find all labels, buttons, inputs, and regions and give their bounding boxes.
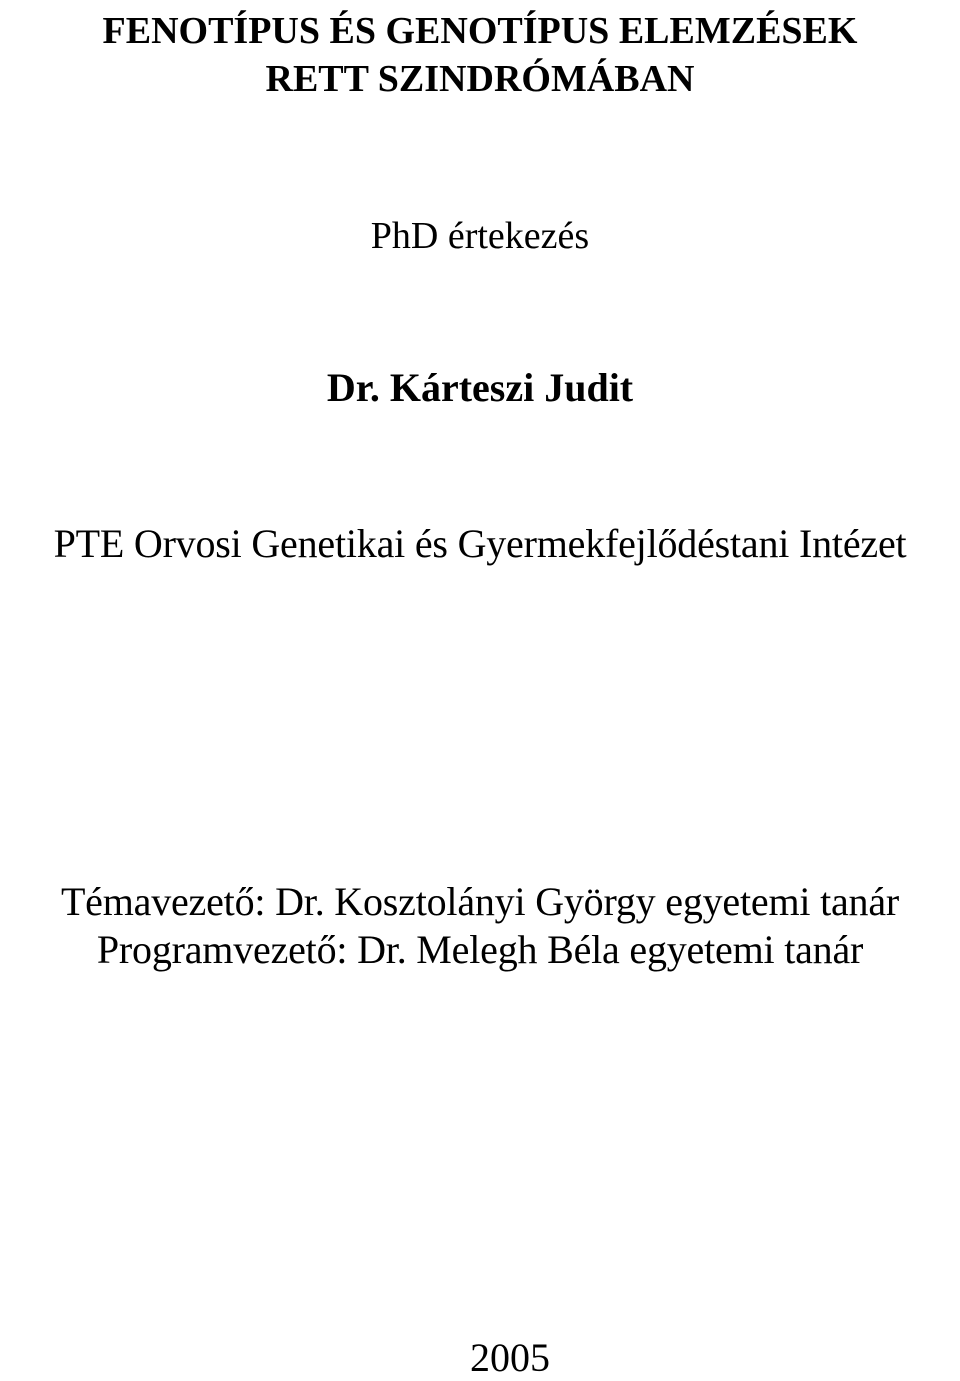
- publication-year: 2005: [470, 1335, 550, 1380]
- program-leader-line: Programvezető: Dr. Melegh Béla egyetemi tanár: [96, 927, 864, 972]
- thesis-title-line-1: FENOTÍPUS ÉS GENOTÍPUS ELEMZÉSEK: [102, 10, 858, 52]
- institute-name: PTE Orvosi Genetikai és Gyermekfejlődéstani Intézet: [53, 521, 907, 566]
- thesis-type: PhD értekezés: [370, 215, 590, 257]
- author-name: Dr. Kárteszi Judit: [326, 365, 634, 410]
- thesis-title-line-2: RETT SZINDRÓMÁBAN: [265, 58, 695, 100]
- supervisor-line: Témavezető: Dr. Kosztolányi György egyetemi tanár: [60, 879, 900, 924]
